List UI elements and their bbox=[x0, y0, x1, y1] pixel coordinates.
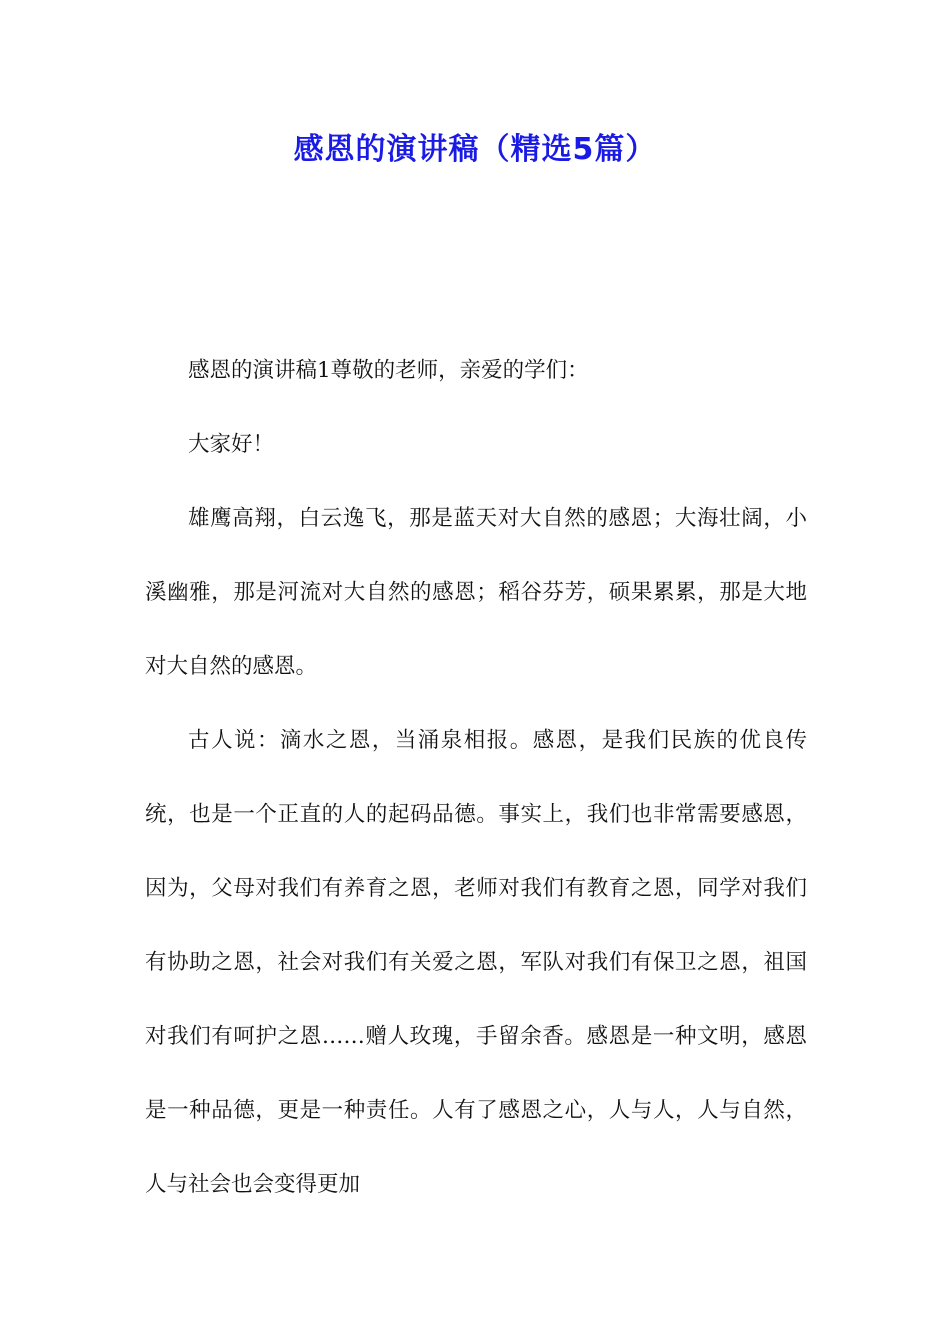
document-body bbox=[145, 334, 807, 1222]
paragraph-greeting-line: 感恩的演讲稿1尊敬的老师，亲爱的学们： bbox=[188, 358, 589, 383]
paragraph-ancient-saying: 古人说：滴水之恩，当涌泉相报。感恩，是我们民族的优良传统，也是一个正直的人的起码品德。事实上，我们也非常需要感恩，因为，父母对我们有养育之恩，老师对我们有教育之恩，同学对我们有协助之恩，社会对我们有关爱之恩，军队对我们有保卫之恩，祖国对我们有呵护之恩……赠人玫瑰，手留余香。感恩是一种文明，感恩是一种品德，更是一种责任。人有了感恩之心，人与人，人与自然，人与社会也会变得更加 bbox=[145, 728, 807, 1197]
paragraph-hello: 大家好！ bbox=[188, 432, 275, 457]
document-title: 感恩的演讲稿（精选5篇） bbox=[293, 132, 657, 167]
paragraph-nature-gratitude: 雄鹰高翔，白云逸飞，那是蓝天对大自然的感恩；大海壮阔，小溪幽雅，那是河流对大自然的感恩；稻谷芬芳，硕果累累，那是大地对大自然的感恩。 bbox=[145, 506, 807, 679]
